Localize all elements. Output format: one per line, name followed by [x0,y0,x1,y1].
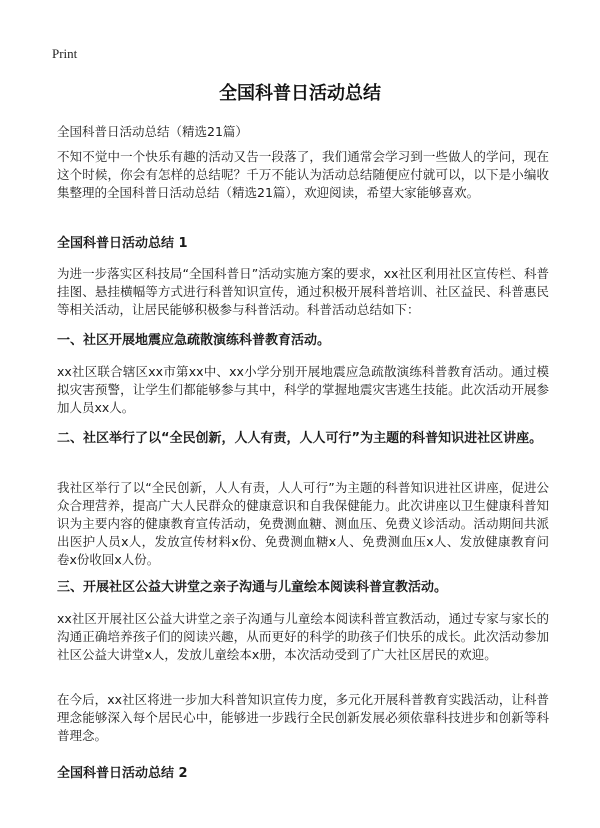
page-title: 全国科普日活动总结 [219,83,381,104]
print-link[interactable]: Print [52,46,78,61]
intro-paragraph: 不知不觉中一个快乐有趣的活动又告一段落了，我们通常会学习到一些做人的学问，现在这个时候，你会有怎样的总结呢？千万不能认为活动总结随便应付就可以，以下是小编收集整理的全国科普日活动总结（精选21篇），欢迎阅读，希望大家能够喜欢。 [57,149,549,200]
part-3-paragraph: xx社区开展社区公益大讲堂之亲子沟通与儿童绘本阅读科普宣教活动，通过专家与家长的沟通正确培养孩子们的阅读兴趣，从而更好的科学的助孩子们快乐的成长。此次活动参加社区公益大讲堂x人，发放儿童绘本x册，本次活动受到了广大社区居民的欢迎。 [57,611,549,662]
part-1-paragraph: xx社区联合辖区xx市第xx中、xx小学分别开展地震应急疏散演练科普教育活动。通过模拟灾害预警，让学生们都能够参与其中，科学的掌握地震灾害逃生技能。此次活动开展参加人员xx人。 [57,364,549,415]
closing-paragraph: 在今后，xx社区将进一步加大科普知识宣传力度，多元化开展科普教育实践活动，让科普理念能够深入每个居民心中，能够进一步践行全民创新发展必须依靠科技进步和创新等科普理念。 [57,692,549,743]
page-subtitle: 全国科普日活动总结（精选21篇） [57,124,248,139]
part-2-paragraph: 我社区举行了以“全民创新，人人有责，人人可行”为主题的科普知识进社区讲座，促进公众合理营养，提高广大人民群众的健康意识和自我保健能力。此次讲座以卫生健康科普知识为主要内容的健康教育宣传活动，免费测血糖、测血压、免费义诊活动。活动期间共派出医护人员x人，发放宣传材料x份、免费测血糖x人、免费测血压x人、发放健康教育问卷x份收回x人份。 [57,480,549,567]
section-2-heading: 全国科普日活动总结 2 [57,766,188,781]
section-1-heading: 全国科普日活动总结 1 [57,236,188,251]
part-3-heading: 三、开展社区公益大讲堂之亲子沟通与儿童绘本阅读科普宣教活动。 [57,580,448,595]
part-1-heading: 一、社区开展地震应急疏散演练科普教育活动。 [57,333,331,348]
part-2-heading: 二、社区举行了以“全民创新，人人有责，人人可行”为主题的科普知识进社区讲座。 [57,431,543,446]
section-1-intro-paragraph: 为进一步落实区科技局“全国科普日”活动实施方案的要求，xx社区利用社区宣传栏、科普挂图、悬挂横幅等方式进行科普知识宣传，通过积极开展科普培训、社区益民、科普惠民等相关活动，让居民能够积极参与科普活动。科普活动总结如下： [57,266,549,317]
